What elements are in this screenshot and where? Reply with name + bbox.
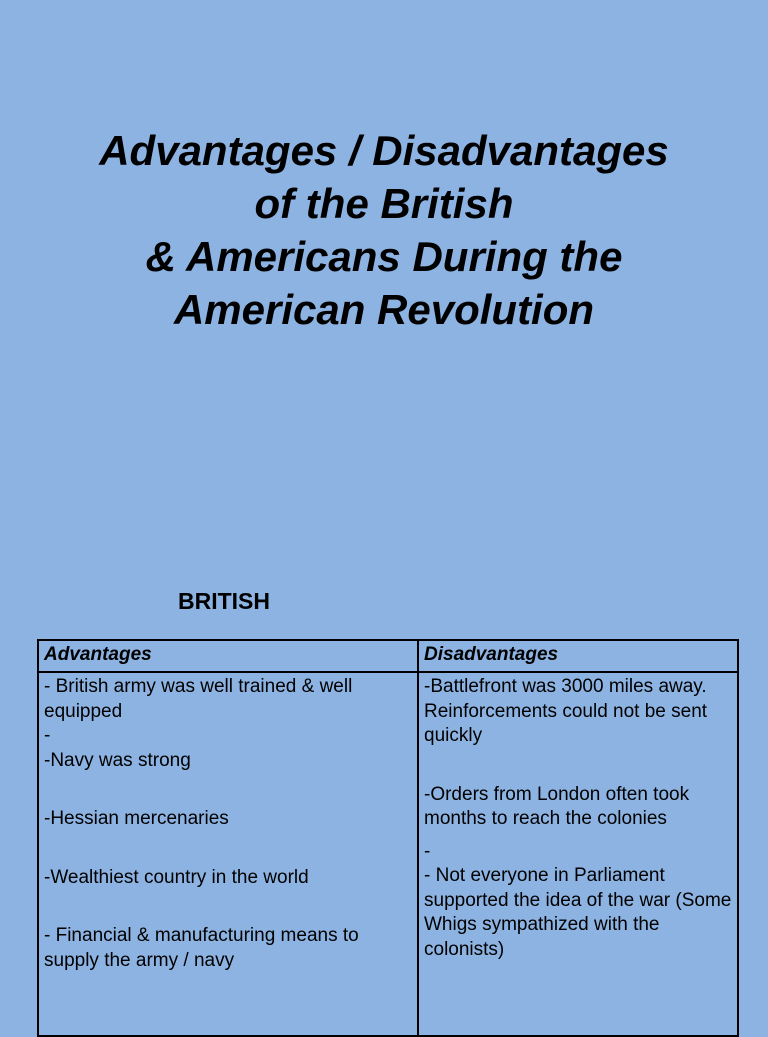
disadvantage-item: -Battlefront was 3000 miles away. Reinforcements could not be sent quickly xyxy=(424,676,708,746)
advantages-header: Advantages xyxy=(38,640,418,672)
title-line-1: Advantages / Disadvantages xyxy=(99,127,669,174)
title-line-2: of the British xyxy=(254,180,514,227)
advantage-item: - Financial & manufacturing means to supply the army / navy xyxy=(44,925,359,971)
section-heading: BRITISH xyxy=(178,588,270,614)
disadvantages-cell xyxy=(418,672,738,1036)
disadvantage-item: -Orders from London often took months to reach the colonies xyxy=(424,783,690,829)
comparison-table-container xyxy=(37,639,737,1037)
title-line-4: American Revolution xyxy=(173,286,595,333)
disadvantage-item: - xyxy=(424,840,431,862)
table-row xyxy=(38,672,738,1036)
advantage-item: - xyxy=(44,725,51,746)
advantage-item: -Navy was strong xyxy=(44,749,191,771)
table-header-row xyxy=(38,640,738,672)
advantage-item: -Wealthiest country in the world xyxy=(44,866,309,888)
advantages-cell xyxy=(38,672,418,1036)
advantage-item: - British army was well trained & well equipped xyxy=(44,676,353,722)
disadvantages-header: Disadvantages xyxy=(418,640,738,672)
disadvantage-item: - Not everyone in Parliament supported the idea of the war (Some Whigs sympathized with the colonists) xyxy=(424,865,732,960)
title-line-3: & Americans During the xyxy=(145,233,623,280)
slide-title xyxy=(0,124,768,336)
advantage-item: -Hessian mercenaries xyxy=(44,808,229,829)
comparison-table xyxy=(37,639,739,1037)
